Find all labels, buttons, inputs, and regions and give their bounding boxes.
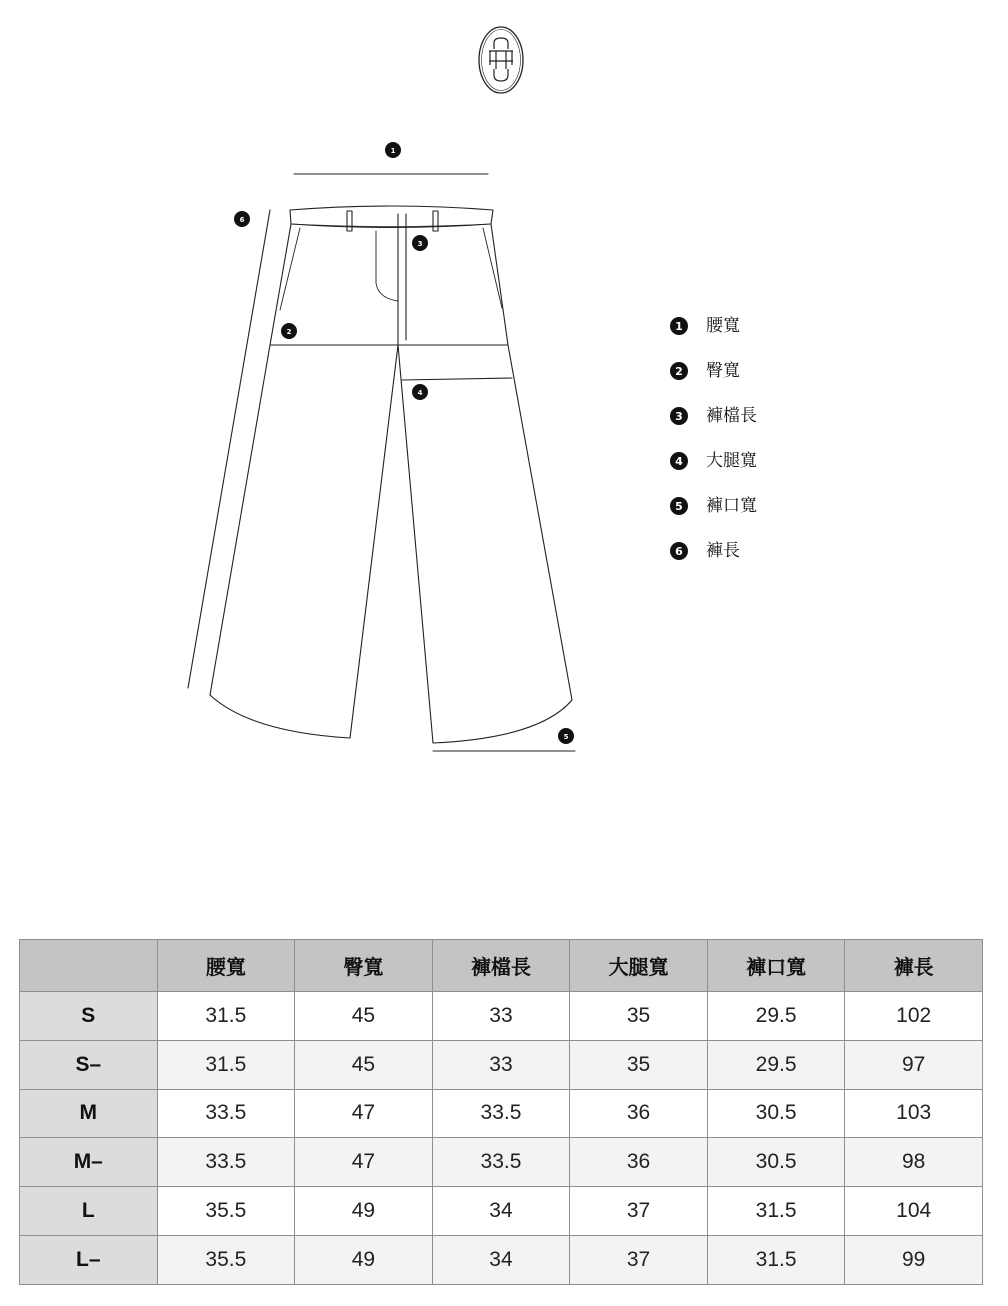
table-row (20, 1187, 983, 1236)
legend-label: 腰寬 (706, 316, 740, 336)
legend-label: 褲口寬 (706, 496, 757, 516)
header-hem: 褲口寬 (707, 940, 845, 992)
table-cell: 47 (295, 1138, 433, 1187)
table-cell: 33.5 (157, 1089, 295, 1138)
table-row (20, 1040, 983, 1089)
table-cell: 36 (570, 1089, 708, 1138)
table-row (20, 992, 983, 1041)
legend-item-hip (670, 357, 757, 402)
header-waist: 腰寬 (157, 940, 295, 992)
legend-number: 6 (670, 542, 688, 560)
table-cell: 49 (295, 1187, 433, 1236)
size-label: L– (20, 1235, 158, 1284)
legend-number: 4 (670, 452, 688, 470)
table-cell: 29.5 (707, 1040, 845, 1089)
thigh-measure-line (402, 378, 512, 380)
table-cell: 30.5 (707, 1138, 845, 1187)
table-cell: 35.5 (157, 1235, 295, 1284)
table-row (20, 1235, 983, 1284)
table-cell: 34 (432, 1235, 570, 1284)
length-measure-line (188, 210, 270, 688)
table-row (20, 1138, 983, 1187)
legend-item-rise (670, 402, 757, 447)
table-cell: 102 (845, 992, 983, 1041)
table-cell: 99 (845, 1235, 983, 1284)
legend-item-thigh (670, 447, 757, 492)
marker-1: 1 (390, 147, 396, 155)
table-cell: 97 (845, 1040, 983, 1089)
table-cell: 33 (432, 1040, 570, 1089)
table-cell: 98 (845, 1138, 983, 1187)
legend-label: 褲長 (706, 541, 740, 561)
legend-item-waist (670, 312, 757, 357)
size-label: S (20, 992, 158, 1041)
table-cell: 31.5 (707, 1235, 845, 1284)
table-cell: 31.5 (157, 1040, 295, 1089)
table-cell: 31.5 (157, 992, 295, 1041)
header-hip: 臀寬 (295, 940, 433, 992)
table-cell: 47 (295, 1089, 433, 1138)
table-cell: 33.5 (432, 1138, 570, 1187)
table-cell: 30.5 (707, 1089, 845, 1138)
marker-5: 5 (563, 733, 569, 741)
size-label: M– (20, 1138, 158, 1187)
table-cell: 36 (570, 1138, 708, 1187)
table-cell: 33.5 (432, 1089, 570, 1138)
header-length: 褲長 (845, 940, 983, 992)
legend-number: 3 (670, 407, 688, 425)
table-cell: 35 (570, 992, 708, 1041)
marker-3: 3 (417, 240, 423, 248)
table-cell: 35.5 (157, 1187, 295, 1236)
table-cell: 49 (295, 1235, 433, 1284)
header-rise: 褲檔長 (432, 940, 570, 992)
table-cell: 33 (432, 992, 570, 1041)
marker-6: 6 (239, 216, 245, 224)
legend-item-length (670, 537, 757, 582)
size-label: S– (20, 1040, 158, 1089)
table-header-row (20, 940, 983, 992)
table-cell: 104 (845, 1187, 983, 1236)
legend-number: 5 (670, 497, 688, 515)
size-label: M (20, 1089, 158, 1138)
marker-4: 4 (417, 389, 423, 397)
table-cell: 33.5 (157, 1138, 295, 1187)
legend-label: 褲檔長 (706, 406, 757, 426)
table-cell: 35 (570, 1040, 708, 1089)
table-cell: 45 (295, 1040, 433, 1089)
table-cell: 37 (570, 1187, 708, 1236)
table-cell: 34 (432, 1187, 570, 1236)
table-cell: 29.5 (707, 992, 845, 1041)
legend-number: 2 (670, 362, 688, 380)
header-corner (20, 940, 158, 992)
size-chart-table (19, 939, 983, 1285)
size-label: L (20, 1187, 158, 1236)
legend-item-hem (670, 492, 757, 537)
marker-2: 2 (286, 328, 292, 336)
table-cell: 37 (570, 1235, 708, 1284)
legend-number: 1 (670, 317, 688, 335)
measurement-legend (670, 312, 757, 582)
table-cell: 45 (295, 992, 433, 1041)
legend-label: 臀寬 (706, 361, 740, 381)
header-thigh: 大腿寬 (570, 940, 708, 992)
table-row (20, 1089, 983, 1138)
table-cell: 103 (845, 1089, 983, 1138)
table-cell: 31.5 (707, 1187, 845, 1236)
legend-label: 大腿寬 (706, 451, 757, 471)
